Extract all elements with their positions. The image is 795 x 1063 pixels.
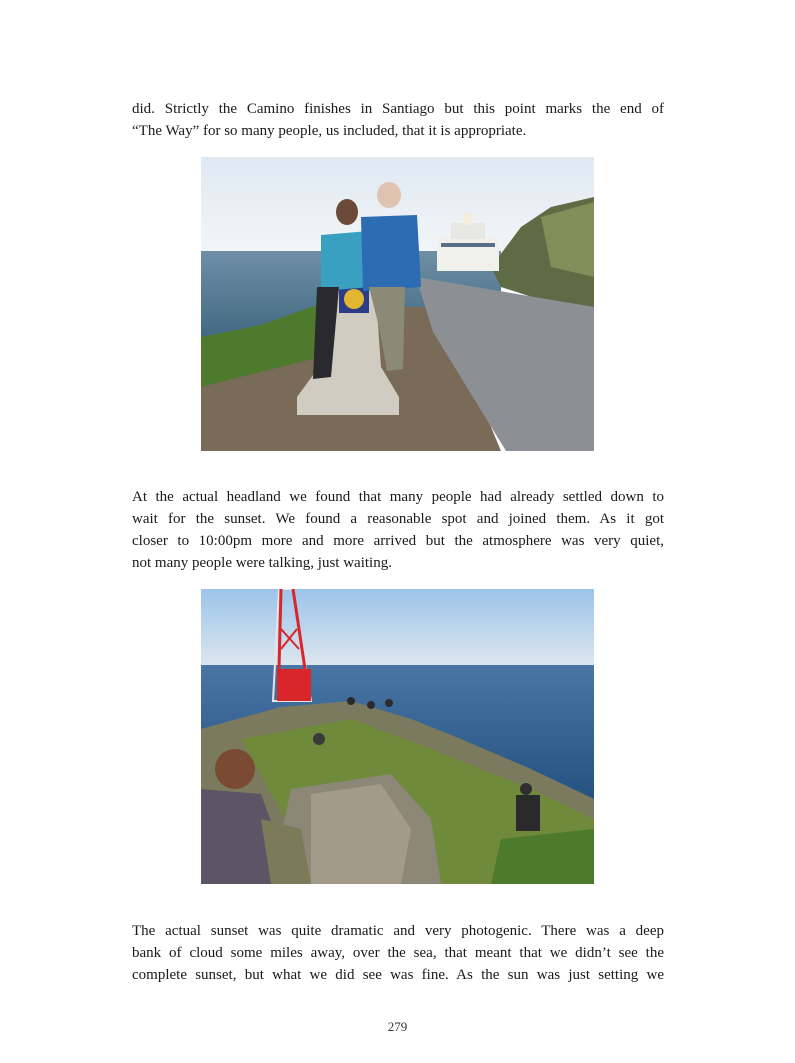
paragraph-1 bbox=[132, 98, 664, 142]
paragraph-line: “The Way” for so many people, us included, that it is appropriate. bbox=[132, 123, 527, 139]
paragraph-line: bank of cloud some miles away, over the sea, that meant that we didn’t see the bbox=[132, 945, 664, 961]
paragraph-line: wait for the sunset. We found a reasonable spot and joined them. As it got bbox=[132, 511, 664, 527]
photo-camino-marker bbox=[201, 157, 594, 451]
paragraph-3 bbox=[132, 920, 664, 986]
paragraph-2 bbox=[132, 486, 664, 574]
paragraph-line: did. Strictly the Camino finishes in Santiago but this point marks the end of bbox=[132, 101, 664, 117]
paragraph-line: At the actual headland we found that many people had already settled down to bbox=[132, 489, 664, 505]
photo-headland-sunset bbox=[201, 589, 594, 884]
paragraph-line: complete sunset, but what we did see was fine. As the sun was just setting we bbox=[132, 967, 664, 983]
paragraph-line: The actual sunset was quite dramatic and very photogenic. There was a deep bbox=[132, 923, 664, 939]
paragraph-line: not many people were talking, just waiting. bbox=[132, 555, 392, 571]
page-number: 279 bbox=[387, 1019, 408, 1034]
paragraph-line: closer to 10:00pm more and more arrived but the atmosphere was very quiet, bbox=[132, 533, 664, 549]
